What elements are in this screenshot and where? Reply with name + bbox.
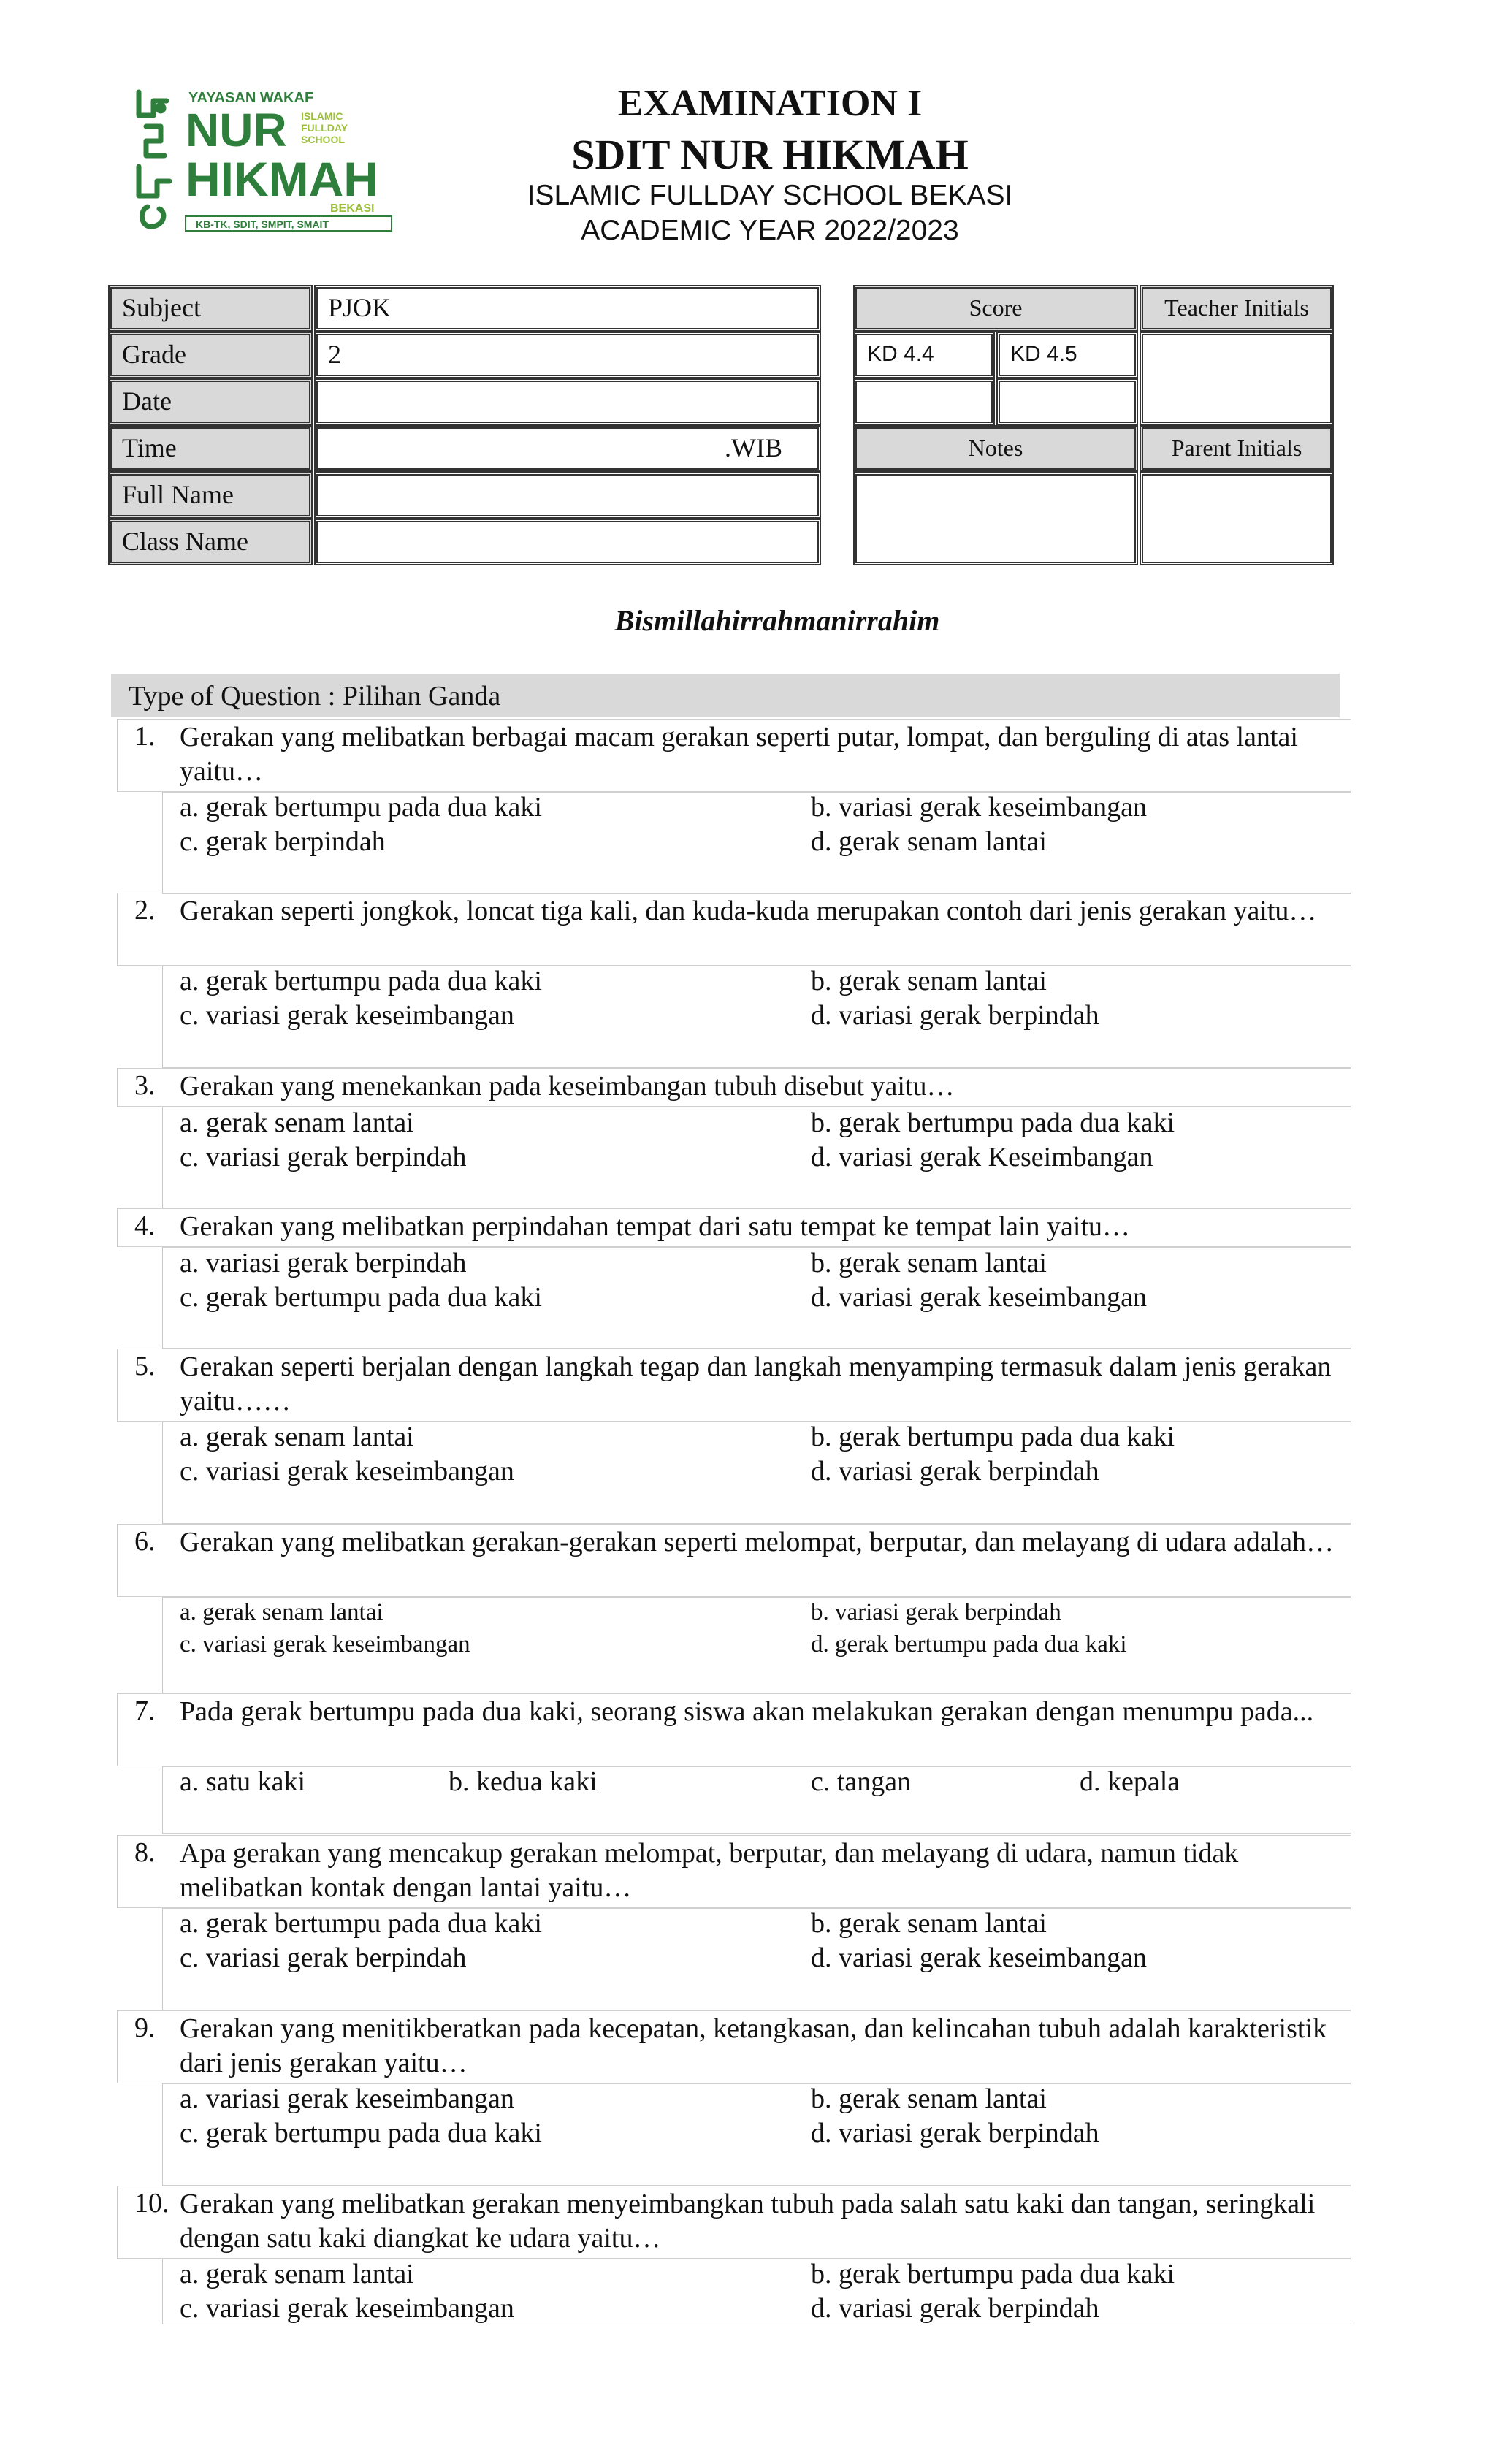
question-text: Gerakan seperti jongkok, loncat tiga kali, dan kuda-kuda merupakan contoh dari jenis gerakan yaitu… <box>180 896 1317 926</box>
option-a[interactable]: a. gerak bertumpu pada dua kaki <box>180 966 542 996</box>
bismillah: Bismillahirrahmanirrahim <box>614 604 940 637</box>
option-a[interactable]: a. gerak senam lantai <box>180 1599 383 1625</box>
class-name-field[interactable] <box>314 519 821 565</box>
option-d[interactable]: d. variasi gerak berpindah <box>811 2293 1099 2324</box>
logo-line-1: YAYASAN WAKAF <box>188 90 314 106</box>
option-a[interactable]: a. gerak senam lantai <box>180 1422 414 1452</box>
logo-line-4: BEKASI <box>330 202 375 215</box>
date-label: Date <box>108 378 313 425</box>
question-number: 2. <box>134 895 156 926</box>
option-c[interactable]: c. variasi gerak keseimbangan <box>180 1631 470 1658</box>
question-number: 3. <box>134 1070 156 1101</box>
option-d[interactable]: d. gerak senam lantai <box>811 826 1047 857</box>
question-number: 6. <box>134 1526 156 1557</box>
question-text: Gerakan yang melibatkan perpindahan tempat dari satu tempat ke tempat lain yaitu… <box>180 1211 1131 1242</box>
academic-year: ACADEMIC YEAR 2022/2023 <box>581 215 959 246</box>
parent-initials-label: Parent Initials <box>1140 425 1334 472</box>
question-number: 4. <box>134 1210 156 1241</box>
class-name-label: Class Name <box>108 519 313 565</box>
option-c[interactable]: c. gerak bertumpu pada dua kaki <box>180 1282 542 1313</box>
notes-field[interactable] <box>853 472 1138 565</box>
option-c[interactable]: c. variasi gerak keseimbangan <box>180 2293 514 2324</box>
logo-side-2: FULLDAY <box>301 122 348 134</box>
school-subtitle: ISLAMIC FULLDAY SCHOOL BEKASI <box>527 180 1013 211</box>
option-d[interactable]: d. variasi gerak berpindah <box>811 1000 1099 1031</box>
option-a[interactable]: a. gerak senam lantai <box>180 1107 414 1138</box>
question-type-header: Type of Question : Pilihan Ganda <box>111 674 1340 717</box>
option-b[interactable]: b. gerak senam lantai <box>811 1908 1047 1939</box>
question-text: Apa gerakan yang mencakup gerakan melompat, berputar, dan melayang di udara, namun tidak melibatkan kontak dengan lantai yaitu… <box>180 1838 1239 1903</box>
question-text: Gerakan seperti berjalan dengan langkah tegap dan langkah menyamping termasuk dalam jenis gerakan yaitu…… <box>180 1351 1332 1416</box>
option-c[interactable]: c. tangan <box>811 1766 912 1797</box>
option-b[interactable]: b. variasi gerak keseimbangan <box>811 792 1148 823</box>
full-name-label: Full Name <box>108 472 313 519</box>
option-d[interactable]: d. variasi gerak keseimbangan <box>811 1282 1148 1313</box>
option-d[interactable]: d. variasi gerak Keseimbangan <box>811 1142 1153 1172</box>
question-number: 9. <box>134 2013 156 2043</box>
question-number: 7. <box>134 1696 156 1726</box>
option-a[interactable]: a. gerak bertumpu pada dua kaki <box>180 792 542 823</box>
question-text: Gerakan yang menekankan pada keseimbangan tubuh disebut yaitu… <box>180 1071 955 1102</box>
option-c[interactable]: c. variasi gerak berpindah <box>180 1942 467 1973</box>
kd-4-4-score-field[interactable] <box>853 378 995 425</box>
subject-label: Subject <box>108 285 313 332</box>
option-c[interactable]: c. gerak bertumpu pada dua kaki <box>180 2118 542 2148</box>
teacher-initials-field[interactable] <box>1140 332 1334 425</box>
question-number: 8. <box>134 1837 156 1868</box>
logo-line-2: NUR <box>186 104 287 156</box>
option-b[interactable]: b. gerak senam lantai <box>811 1248 1047 1278</box>
school-name: SDIT NUR HIKMAH <box>571 131 969 178</box>
question-text: Gerakan yang melibatkan gerakan-gerakan seperti melompat, berputar, dan melayang di udara adalah… <box>180 1527 1335 1557</box>
option-d[interactable]: d. variasi gerak keseimbangan <box>811 1942 1148 1973</box>
question-number: 1. <box>134 721 156 752</box>
question-number: 10. <box>134 2188 169 2219</box>
option-d[interactable]: d. variasi gerak berpindah <box>811 2118 1099 2148</box>
teacher-initials-label: Teacher Initials <box>1140 285 1334 332</box>
option-b[interactable]: b. gerak bertumpu pada dua kaki <box>811 2259 1175 2289</box>
date-field[interactable] <box>314 378 821 425</box>
time-label: Time <box>108 425 313 472</box>
option-c[interactable]: c. variasi gerak keseimbangan <box>180 1456 514 1487</box>
logo-line-5: KB-TK, SDIT, SMPIT, SMAIT <box>196 218 329 230</box>
kd-4-5-label: KD 4.5 <box>996 332 1138 378</box>
grade-value: 2 <box>314 332 821 378</box>
option-a[interactable]: a. gerak bertumpu pada dua kaki <box>180 1908 542 1939</box>
full-name-field[interactable] <box>314 472 821 519</box>
subject-value: PJOK <box>314 285 821 332</box>
option-c[interactable]: c. variasi gerak keseimbangan <box>180 1000 514 1031</box>
option-c[interactable]: c. gerak berpindah <box>180 826 386 857</box>
logo-line-3: HIKMAH <box>186 152 378 206</box>
option-a[interactable]: a. gerak senam lantai <box>180 2259 414 2289</box>
option-d[interactable]: d. kepala <box>1080 1766 1180 1797</box>
score-label: Score <box>853 285 1138 332</box>
question-text: Pada gerak bertumpu pada dua kaki, seorang siswa akan melakukan gerakan dengan menumpu pada... <box>180 1696 1314 1727</box>
question-text: Gerakan yang melibatkan gerakan menyeimbangkan tubuh pada salah satu kaki dan tangan, seringkali dengan satu kaki diangkat ke udara yaitu… <box>180 2189 1316 2254</box>
logo-side-1: ISLAMIC <box>301 110 343 122</box>
option-b[interactable]: b. gerak bertumpu pada dua kaki <box>811 1422 1175 1452</box>
grade-label: Grade <box>108 332 313 378</box>
option-b[interactable]: b. gerak senam lantai <box>811 966 1047 996</box>
notes-label: Notes <box>853 425 1138 472</box>
option-b[interactable]: b. gerak senam lantai <box>811 2083 1047 2114</box>
option-a[interactable]: a. satu kaki <box>180 1766 306 1797</box>
parent-initials-field[interactable] <box>1140 472 1334 565</box>
kd-4-4-label: KD 4.4 <box>853 332 995 378</box>
option-d[interactable]: d. gerak bertumpu pada dua kaki <box>811 1631 1127 1658</box>
exam-title: EXAMINATION I <box>617 83 923 124</box>
option-b[interactable]: b. kedua kaki <box>449 1766 598 1797</box>
option-a[interactable]: a. variasi gerak keseimbangan <box>180 2083 514 2114</box>
option-b[interactable]: b. variasi gerak berpindah <box>811 1599 1061 1625</box>
question-number: 5. <box>134 1351 156 1381</box>
option-b[interactable]: b. gerak bertumpu pada dua kaki <box>811 1107 1175 1138</box>
option-c[interactable]: c. variasi gerak berpindah <box>180 1142 467 1172</box>
kd-4-5-score-field[interactable] <box>996 378 1138 425</box>
option-a[interactable]: a. variasi gerak berpindah <box>180 1248 467 1278</box>
question-text: Gerakan yang menitikberatkan pada kecepatan, ketangkasan, dan kelincahan tubuh adalah karakteristik dari jenis gerakan yaitu… <box>180 2013 1327 2078</box>
option-d[interactable]: d. variasi gerak berpindah <box>811 1456 1099 1487</box>
logo-side-3: SCHOOL <box>301 134 345 145</box>
question-text: Gerakan yang melibatkan berbagai macam gerakan seperti putar, lompat, dan berguling di atas lantai yaitu… <box>180 722 1298 787</box>
time-field[interactable]: .WIB <box>314 425 821 472</box>
